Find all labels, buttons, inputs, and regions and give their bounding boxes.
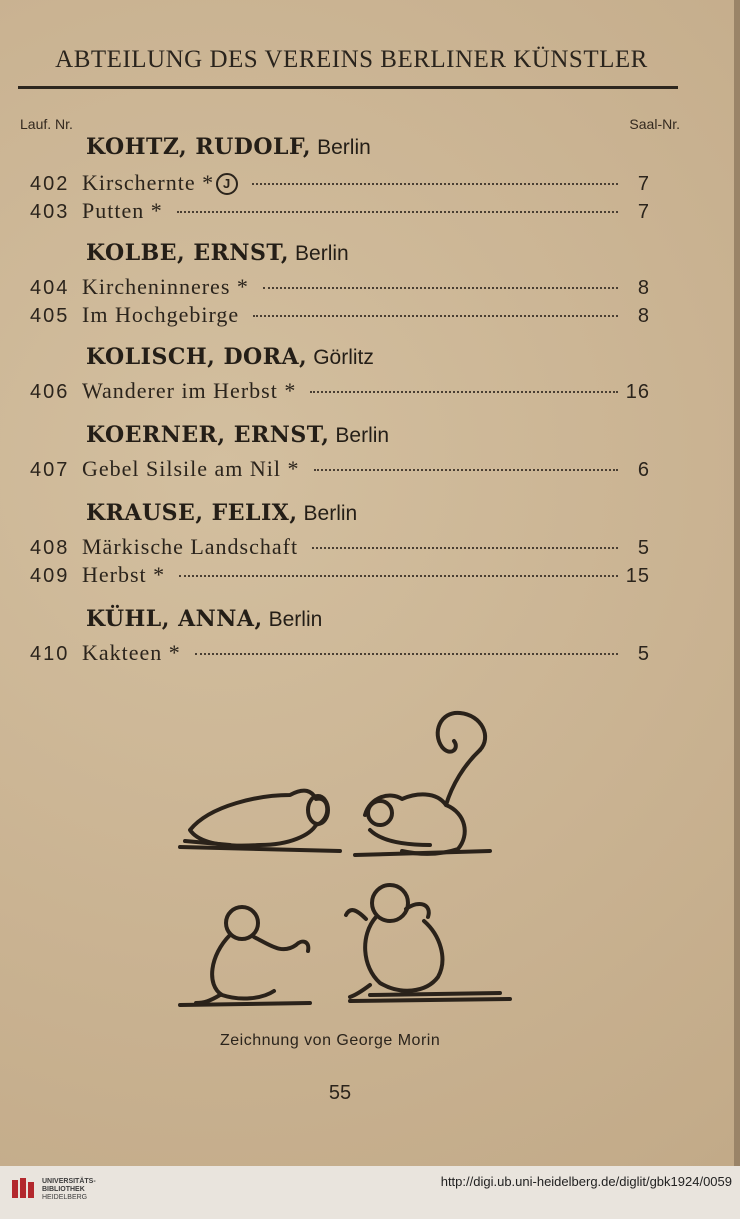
artist-heading bbox=[86, 500, 357, 527]
entry-room: 8 bbox=[637, 277, 650, 299]
circled-mark-icon: J bbox=[216, 173, 238, 195]
entry-number: 410 bbox=[30, 643, 70, 665]
leader-dots bbox=[310, 391, 617, 393]
catalogue-entry bbox=[30, 534, 650, 562]
entry-room: 16 bbox=[625, 381, 650, 403]
catalogue-entry bbox=[30, 562, 650, 590]
entry-room: 5 bbox=[637, 643, 650, 665]
artist-city: Berlin bbox=[303, 502, 358, 525]
entry-title: Putten * bbox=[82, 198, 163, 223]
catalogue-entry bbox=[30, 274, 650, 302]
entry-title: Kirschernte * J bbox=[82, 170, 244, 197]
entry-room: 7 bbox=[637, 173, 650, 195]
artist-name: KOERNER, ERNST, bbox=[86, 422, 330, 448]
entry-number: 403 bbox=[30, 201, 70, 223]
column-head-room-number: Saal-Nr. bbox=[629, 116, 680, 132]
catalogue-entry bbox=[30, 640, 650, 668]
catalogue-entry bbox=[30, 302, 650, 330]
entry-title: Gebel Silsile am Nil * bbox=[82, 456, 300, 481]
permalink-url[interactable]: http://digi.ub.uni-heidelberg.de/diglit/gbk1924/0059 bbox=[440, 1174, 732, 1189]
artist-city: Berlin bbox=[295, 242, 349, 265]
leader-dots bbox=[179, 575, 618, 577]
artist-name: KOLISCH, DORA, bbox=[86, 344, 308, 370]
artist-city: Berlin bbox=[317, 136, 371, 159]
leader-dots bbox=[177, 211, 618, 213]
entry-room: 15 bbox=[625, 565, 650, 587]
artist-heading bbox=[86, 422, 389, 449]
artist-heading bbox=[86, 606, 322, 633]
library-name: UNIVERSITÄTS- BIBLIOTHEK HEIDELBERG bbox=[42, 1178, 96, 1201]
leader-dots bbox=[263, 287, 618, 289]
catalogue-entry bbox=[30, 198, 650, 226]
page-number: 55 bbox=[328, 1082, 352, 1104]
leader-dots bbox=[195, 653, 618, 655]
artist-name: KOLBE, ERNST, bbox=[86, 240, 290, 266]
illustration-caption: Zeichnung von George Morin bbox=[220, 1032, 441, 1049]
leader-dots bbox=[314, 469, 618, 471]
artist-heading bbox=[86, 344, 374, 371]
column-head-catalogue-number: Lauf. Nr. bbox=[20, 116, 73, 132]
entry-number: 406 bbox=[30, 381, 70, 403]
artist-name: KRAUSE, FELIX, bbox=[86, 500, 298, 526]
entry-room: 5 bbox=[637, 537, 650, 559]
leader-dots bbox=[312, 547, 618, 549]
artist-city: Berlin bbox=[268, 608, 323, 631]
artist-city: Görlitz bbox=[313, 346, 374, 369]
entry-number: 402 bbox=[30, 173, 70, 195]
entry-room: 8 bbox=[637, 305, 650, 327]
entry-title: Wanderer im Herbst * bbox=[82, 378, 297, 403]
artist-heading bbox=[86, 134, 371, 161]
leader-dots bbox=[252, 183, 618, 185]
artist-city: Berlin bbox=[335, 424, 390, 447]
entry-title: Kakteen * bbox=[82, 640, 181, 665]
entry-title: Herbst * bbox=[82, 562, 166, 587]
entry-number: 409 bbox=[30, 565, 70, 587]
entry-number: 404 bbox=[30, 277, 70, 299]
page-header-title: ABTEILUNG DES VEREINS BERLINER KÜNSTLER bbox=[55, 46, 648, 73]
catalogue-entry bbox=[30, 170, 650, 198]
entry-title: Märkische Landschaft bbox=[82, 534, 299, 559]
page-edge bbox=[734, 0, 740, 1166]
artist-name: KOHTZ, RUDOLF, bbox=[86, 134, 312, 160]
entry-room: 6 bbox=[637, 459, 650, 481]
monkey-drawing bbox=[170, 695, 520, 1025]
catalogue-entry bbox=[30, 456, 650, 484]
artist-heading bbox=[86, 240, 349, 267]
entry-room: 7 bbox=[637, 201, 650, 223]
entry-title: Im Hochgebirge bbox=[82, 302, 240, 327]
entry-number: 407 bbox=[30, 459, 70, 481]
leader-dots bbox=[253, 315, 618, 317]
library-logo-icon bbox=[8, 1174, 38, 1204]
entry-number: 408 bbox=[30, 537, 70, 559]
entry-title: Kircheninneres * bbox=[82, 274, 249, 299]
viewer-footer bbox=[0, 1166, 740, 1219]
catalogue-entry bbox=[30, 378, 650, 406]
artist-name: KÜHL, ANNA, bbox=[86, 606, 263, 632]
entry-number: 405 bbox=[30, 305, 70, 327]
header-rule bbox=[18, 86, 678, 89]
